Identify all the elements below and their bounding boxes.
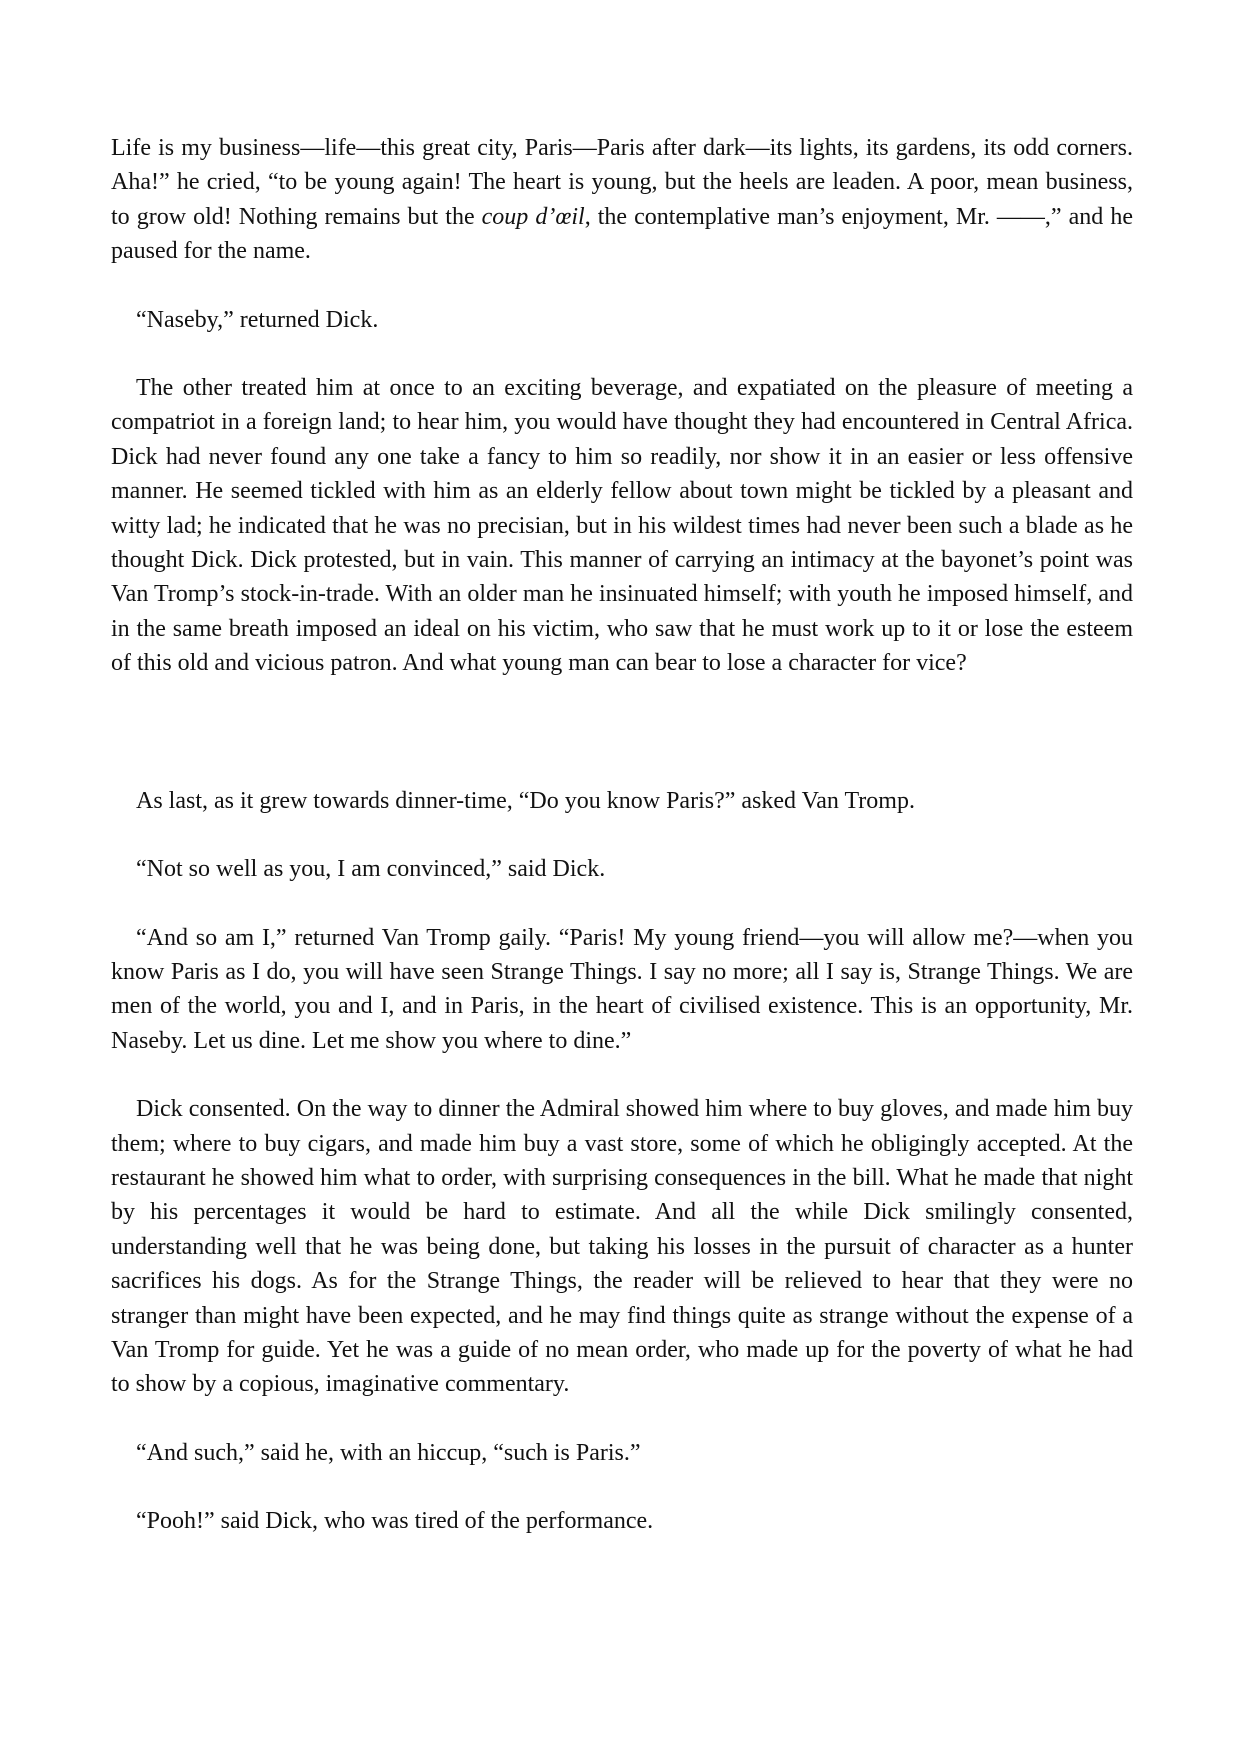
paragraph-text: , the contemplative man’s enjoyment, Mr. ——,” and he paused for the name. — [111, 203, 1133, 265]
paragraph-naseby: “Naseby,” returned Dick. — [136, 306, 379, 333]
paragraph-such-is-paris: “And such,” said he, with an hiccup, “such is Paris.” — [136, 1439, 641, 1466]
paragraph-pooh: “Pooh!” said Dick, who was tired of the performance. — [136, 1508, 654, 1535]
paragraph-continuation — [111, 131, 1133, 269]
italic-phrase: coup d’œil — [481, 203, 585, 230]
paragraph-text: Life is my business—life—this great city, Paris—Paris after dark—its lights, its gardens, its odd corners. Aha!” he cried, “to be young again! The heart is young, but the heels are leaden. A poor, mean business, to grow old! Nothing remains but the — [111, 135, 1133, 230]
paragraph-convinced: “Not so well as you, I am convinced,” said Dick. — [136, 856, 606, 883]
paragraph-paris-speech: “And so am I,” returned Van Tromp gaily. “Paris! My young friend—you will allow me?—when you know Paris as I do, you will have seen Strange Things. I say no more; all I say is, Strange Things. We are men of the world, you and I, and in Paris, in the heart of civilised existence. This is an opportunity, Mr. Naseby. Let us dine. Let me show you where to dine.” — [111, 924, 1133, 1054]
paragraph-dick-consented: Dick consented. On the way to dinner the Admiral showed him where to buy gloves, and made him buy them; where to buy cigars, and made him buy a vast store, some of which he obligingly accepted. At the restaurant he showed him what to order, with surprising consequences in the bill. What he made that night by his percentages it would be hard to estimate. And all the while Dick smilingly consented, understanding well that he was being done, but taking his losses in the pursuit of character as a hunter sacrifices his dogs. As for the Strange Things, the reader will be relieved to hear that they were no stranger than might have been expected, and he may find things quite as strange without the expense of a Van Tromp for guide. Yet he was a guide of no mean order, who made up for the poverty of what he had to show by a copious, imaginative commentary. — [111, 1096, 1133, 1398]
page-body — [111, 131, 1133, 1539]
paragraph-beverage: The other treated him at once to an exciting beverage, and expatiated on the pleasure of meeting a compatriot in a foreign land; to hear him, you would have thought they had encountered in Central Africa. Dick had never found any one take a fancy to him so readily, nor show it in an easier or less offensive manner. He seemed tickled with him as an elderly fellow about town might be tickled by a pleasant and witty lad; he indicated that he was no precisian, but in his wildest times had never been such a blade as he thought Dick. Dick protested, but in vain. This manner of carrying an intimacy at the bayonet’s point was Van Tromp’s stock-in-trade. With an older man he insinuated himself; with youth he imposed himself, and in the same breath imposed an ideal on his victim, who saw that he must work up to it or lose the esteem of this old and vicious patron. And what young man can bear to lose a character for vice? — [111, 375, 1133, 677]
paragraph-dinner-time: As last, as it grew towards dinner-time, “Do you know Paris?” asked Van Tromp. — [136, 787, 915, 814]
